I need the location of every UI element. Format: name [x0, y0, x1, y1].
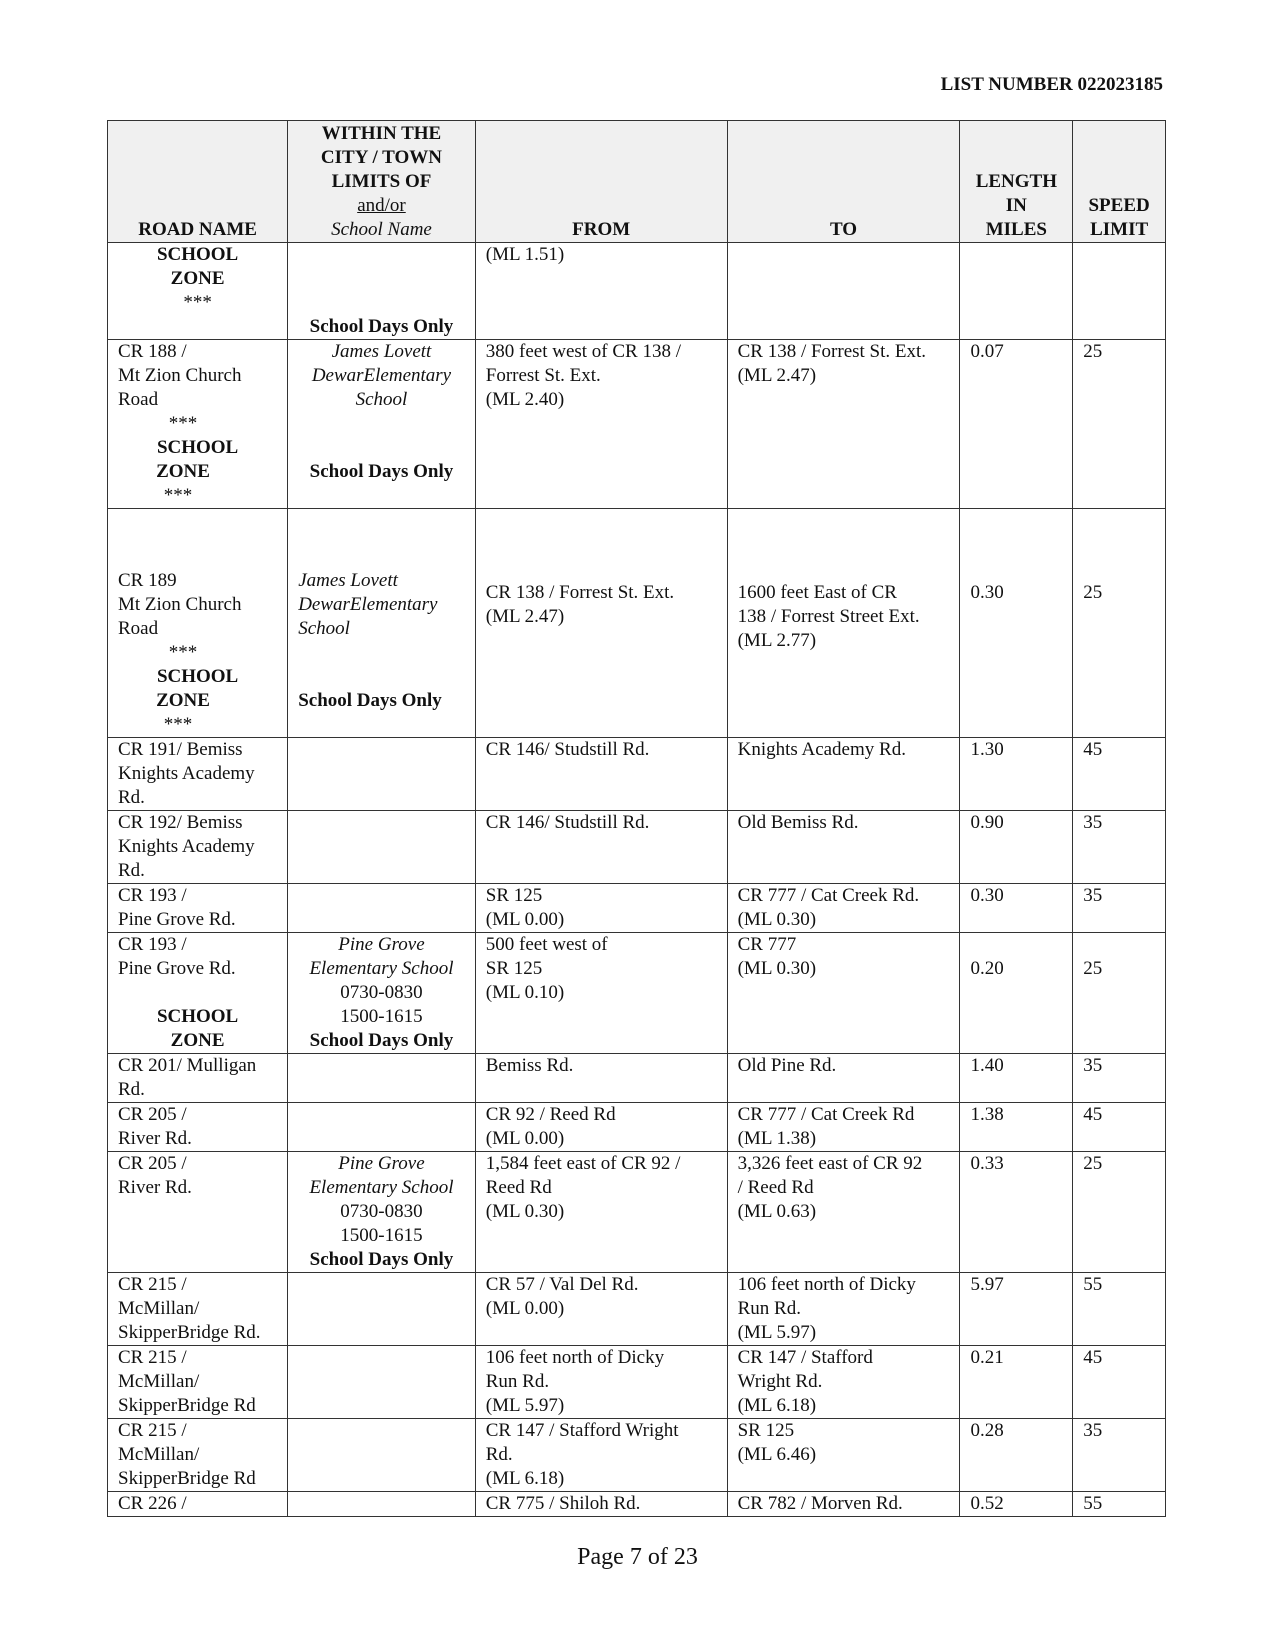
speed-cell: 25 — [1073, 933, 1166, 1054]
table-row — [108, 340, 1166, 509]
to-cell: 1600 feet East of CR 138 / Forrest Street Ext. (ML 2.77) — [727, 509, 960, 738]
header-within-limits: WITHIN THE CITY / TOWN LIMITS OF and/or School Name — [288, 121, 476, 243]
to-cell: CR 147 / Stafford Wright Rd. (ML 6.18) — [727, 1346, 960, 1419]
from-cell: 500 feet west of SR 125 (ML 0.10) — [475, 933, 727, 1054]
to-cell: CR 777 / Cat Creek Rd (ML 1.38) — [727, 1103, 960, 1152]
school-cell: James Lovett DewarElementary School School Days Only — [288, 340, 476, 509]
speed-cell: 45 — [1073, 1346, 1166, 1419]
from-cell: CR 92 / Reed Rd (ML 0.00) — [475, 1103, 727, 1152]
to-cell: CR 138 / Forrest St. Ext. (ML 2.47) — [727, 340, 960, 509]
road-name-cell: CR 215 / McMillan/ SkipperBridge Rd — [108, 1419, 288, 1492]
table-row — [108, 1273, 1166, 1346]
speed-cell: 35 — [1073, 884, 1166, 933]
length-cell: 0.30 — [960, 509, 1073, 738]
school-cell: Pine Grove Elementary School 0730-0830 1500-1615 School Days Only — [288, 933, 476, 1054]
road-name-cell: CR 193 / Pine Grove Rd. — [108, 884, 288, 933]
speed-zone-table — [107, 120, 1166, 1517]
speed-cell: 25 — [1073, 1152, 1166, 1273]
to-cell: 106 feet north of Dicky Run Rd. (ML 5.97) — [727, 1273, 960, 1346]
table-row — [108, 1346, 1166, 1419]
from-cell: 380 feet west of CR 138 / Forrest St. Ext. (ML 2.40) — [475, 340, 727, 509]
header-speed-limit: SPEED LIMIT — [1073, 121, 1166, 243]
length-cell — [960, 243, 1073, 340]
table-row — [108, 738, 1166, 811]
table-row — [108, 1054, 1166, 1103]
header-from: FROM — [475, 121, 727, 243]
speed-cell: 25 — [1073, 509, 1166, 738]
from-cell: 1,584 feet east of CR 92 / Reed Rd (ML 0.30) — [475, 1152, 727, 1273]
to-cell: Old Pine Rd. — [727, 1054, 960, 1103]
to-cell — [727, 243, 960, 340]
school-cell — [288, 1103, 476, 1152]
to-cell: Knights Academy Rd. — [727, 738, 960, 811]
school-cell — [288, 738, 476, 811]
length-cell: 0.52 — [960, 1492, 1073, 1517]
road-name-cell: CR 226 / — [108, 1492, 288, 1517]
length-cell: 0.28 — [960, 1419, 1073, 1492]
school-cell: James Lovett DewarElementary School School Days Only — [288, 509, 476, 738]
length-cell: 0.20 — [960, 933, 1073, 1054]
road-name-cell: CR 192/ Bemiss Knights Academy Rd. — [108, 811, 288, 884]
school-cell — [288, 1054, 476, 1103]
from-cell: SR 125 (ML 0.00) — [475, 884, 727, 933]
speed-cell — [1073, 243, 1166, 340]
from-cell: CR 146/ Studstill Rd. — [475, 811, 727, 884]
header-length: LENGTH IN MILES — [960, 121, 1073, 243]
from-cell: (ML 1.51) — [475, 243, 727, 340]
length-cell: 0.30 — [960, 884, 1073, 933]
school-cell — [288, 884, 476, 933]
speed-cell: 45 — [1073, 738, 1166, 811]
school-cell: School Days Only — [288, 243, 476, 340]
road-name-cell: CR 191/ Bemiss Knights Academy Rd. — [108, 738, 288, 811]
table-header-row — [108, 121, 1166, 243]
from-cell: 106 feet north of Dicky Run Rd. (ML 5.97) — [475, 1346, 727, 1419]
length-cell: 1.38 — [960, 1103, 1073, 1152]
table-row — [108, 933, 1166, 1054]
road-name-cell: CR 188 / Mt Zion Church Road *** SCHOOL ZONE *** — [108, 340, 288, 509]
school-cell — [288, 1346, 476, 1419]
header-road-name: ROAD NAME — [108, 121, 288, 243]
table-row — [108, 884, 1166, 933]
speed-cell: 35 — [1073, 1054, 1166, 1103]
length-cell: 1.40 — [960, 1054, 1073, 1103]
length-cell: 0.90 — [960, 811, 1073, 884]
length-cell: 0.21 — [960, 1346, 1073, 1419]
school-cell: Pine Grove Elementary School 0730-0830 1500-1615 School Days Only — [288, 1152, 476, 1273]
to-cell: 3,326 feet east of CR 92 / Reed Rd (ML 0.63) — [727, 1152, 960, 1273]
length-cell: 1.30 — [960, 738, 1073, 811]
school-cell — [288, 1419, 476, 1492]
to-cell: SR 125 (ML 6.46) — [727, 1419, 960, 1492]
road-name-cell: CR 205 / River Rd. — [108, 1152, 288, 1273]
school-cell — [288, 1492, 476, 1517]
from-cell: CR 57 / Val Del Rd. (ML 0.00) — [475, 1273, 727, 1346]
to-cell: CR 782 / Morven Rd. — [727, 1492, 960, 1517]
road-name-cell: CR 205 / River Rd. — [108, 1103, 288, 1152]
table-row — [108, 1103, 1166, 1152]
school-cell — [288, 1273, 476, 1346]
length-cell: 0.07 — [960, 340, 1073, 509]
from-cell: CR 147 / Stafford Wright Rd. (ML 6.18) — [475, 1419, 727, 1492]
road-name-cell: CR 215 / McMillan/ SkipperBridge Rd. — [108, 1273, 288, 1346]
school-cell — [288, 811, 476, 884]
table-row — [108, 811, 1166, 884]
to-cell: CR 777 (ML 0.30) — [727, 933, 960, 1054]
table-row — [108, 509, 1166, 738]
speed-cell: 35 — [1073, 1419, 1166, 1492]
page-number: Page 7 of 23 — [577, 1544, 698, 1570]
from-cell: CR 775 / Shiloh Rd. — [475, 1492, 727, 1517]
from-cell: CR 146/ Studstill Rd. — [475, 738, 727, 811]
road-name-cell: CR 201/ Mulligan Rd. — [108, 1054, 288, 1103]
road-name-cell: CR 193 / Pine Grove Rd. SCHOOL ZONE — [108, 933, 288, 1054]
length-cell: 0.33 — [960, 1152, 1073, 1273]
speed-cell: 55 — [1073, 1273, 1166, 1346]
speed-cell: 35 — [1073, 811, 1166, 884]
header-to: TO — [727, 121, 960, 243]
to-cell: Old Bemiss Rd. — [727, 811, 960, 884]
road-name-cell: SCHOOL ZONE *** — [108, 243, 288, 340]
speed-cell: 55 — [1073, 1492, 1166, 1517]
table-row — [108, 1419, 1166, 1492]
table-row — [108, 1152, 1166, 1273]
list-number: LIST NUMBER 022023185 — [940, 74, 1163, 95]
to-cell: CR 777 / Cat Creek Rd. (ML 0.30) — [727, 884, 960, 933]
road-name-cell: CR 215 / McMillan/ SkipperBridge Rd — [108, 1346, 288, 1419]
speed-cell: 45 — [1073, 1103, 1166, 1152]
length-cell: 5.97 — [960, 1273, 1073, 1346]
road-name-cell: CR 189 Mt Zion Church Road *** SCHOOL ZONE *** — [108, 509, 288, 738]
from-cell: CR 138 / Forrest St. Ext. (ML 2.47) — [475, 509, 727, 738]
from-cell: Bemiss Rd. — [475, 1054, 727, 1103]
speed-cell: 25 — [1073, 340, 1166, 509]
table-row — [108, 243, 1166, 340]
table-row — [108, 1492, 1166, 1517]
